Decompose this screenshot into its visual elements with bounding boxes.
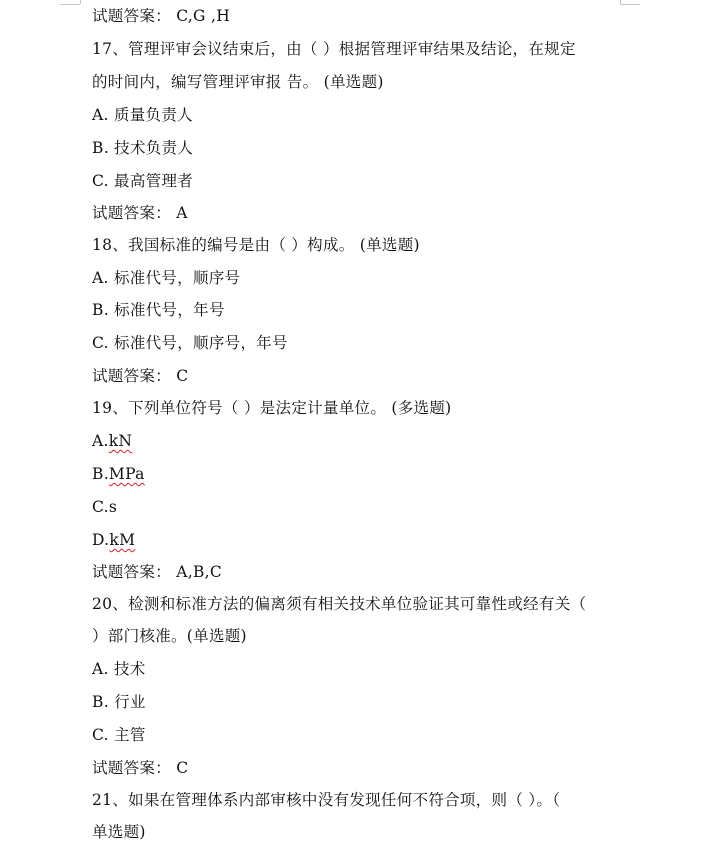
option-20-a: A. 技术 [92,660,146,678]
crop-mark-right-h [620,4,640,5]
option-19-a [92,431,132,451]
option-18-b: B. 标准代号，年号 [92,301,225,319]
crop-mark-left-h [60,4,80,5]
option-19-a-prefix: A. [92,432,109,450]
option-19-b-unit: MPa [108,465,145,483]
option-19-a-unit: kN [108,432,133,450]
option-19-d-prefix: D. [92,531,110,549]
option-19-d-unit: kM [109,531,136,549]
question-20-line-1: 20、检测和标准方法的偏离须有相关技术单位验证其可靠性或经有关（ [92,595,587,613]
option-17-b: B. 技术负责人 [92,139,194,157]
question-21-line-1: 21、如果在管理体系内部审核中没有发现任何不符合项，则（ ）。（ [92,791,561,809]
question-18: 18、我国标准的编号是由（ ）构成。 (单选题) [92,236,420,254]
answer-line-20: 试题答案： C [92,759,189,777]
option-18-a: A. 标准代号，顺序号 [92,269,241,287]
option-19-c: C.s [92,498,118,516]
option-20-c: C. 主管 [92,726,146,744]
answer-line-17: 试题答案： A [92,204,188,222]
question-21-line-2: 单选题) [92,823,146,841]
option-18-c: C. 标准代号，顺序号，年号 [92,334,288,352]
question-19: 19、下列单位符号（ ）是法定计量单位。 (多选题) [92,399,452,417]
answer-line-19: 试题答案： A,B,C [92,563,223,581]
option-17-a: A. 质量负责人 [92,106,193,124]
question-17-line-1: 17、管理评审会议结束后，由（ ）根据管理评审结果及结论，在规定 [92,40,576,58]
option-19-b-prefix: B. [92,465,109,483]
answer-line-18: 试题答案： C [92,367,189,385]
answer-line-16: 试题答案： C,G ,H [92,7,231,25]
question-17-line-2: 的时间内，编写管理评审报 告。 (单选题) [92,73,384,91]
option-20-b: B. 行业 [92,693,146,711]
option-19-b [92,464,145,484]
option-17-c: C. 最高管理者 [92,172,194,190]
question-20-line-2: ）部门核准。(单选题) [92,627,247,645]
option-19-d [92,530,135,550]
